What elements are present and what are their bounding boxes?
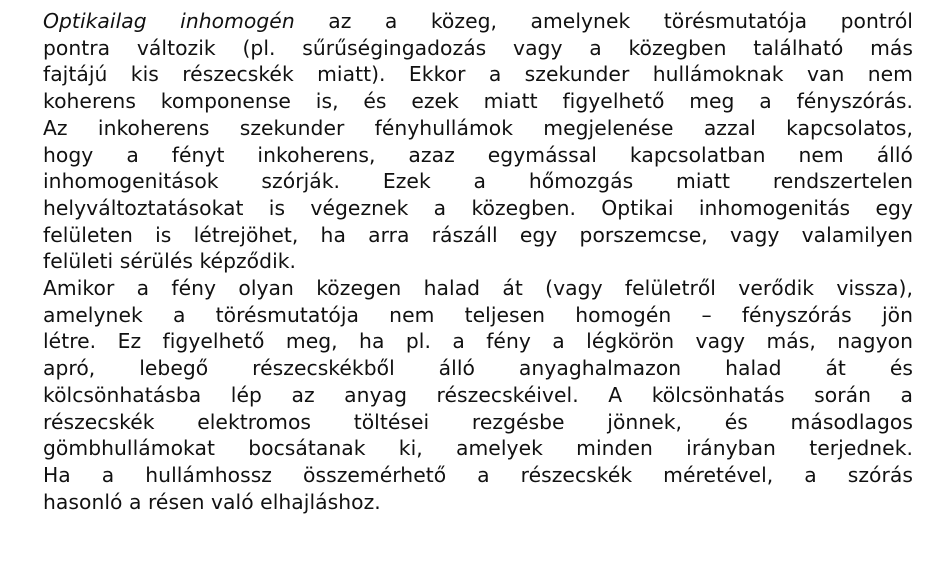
text-line: hogy a fényt inkoherens, azaz egymással kapcsolatban nem álló [43,142,913,167]
text-line: inhomogenitások szórják. Ezek a hőmozgás miatt rendszertelen [43,169,913,194]
text-line: Amikor a fény olyan közegen halad át (vagy felületről verődik vissza), [43,276,913,301]
text-line: felületen is létrejöhet, ha arra rászáll egy porszemcse, vagy valamilyen [43,222,913,247]
text-line: Az inkoherens szekunder fényhullámok megjelenése azzal kapcsolatos, [43,115,913,140]
text-line: Optikailag inhomogén az a közeg, amelynek törésmutatója pontról [43,9,913,33]
text-line: részecskék elektromos töltései rezgésbe jönnek, és másodlagos [43,409,913,434]
text-line: létre. Ez figyelhető meg, ha pl. a fény a légkörön vagy más, nagyon [43,329,913,354]
text-line: hasonló a résen való elhajláshoz. [43,489,381,514]
text-line: Ha a hullámhossz összemérhető a részecskék méretével, a szórás [43,462,913,487]
text-line: apró, lebegő részecskékből álló anyaghalmazon halad át és [43,356,913,381]
document-page [43,8,913,515]
text-line: gömbhullámokat bocsátanak ki, amelyek minden irányban terjednek. [43,436,913,461]
text-line: kölcsönhatásba lép az anyag részecskéivel. A kölcsönhatás során a [43,382,913,407]
text-line: fajtájú kis részecskék miatt). Ekkor a szekunder hullámoknak van nem [43,62,913,87]
paragraph-optical-inhomogeneity [43,8,913,275]
paragraph-light-scattering [43,275,913,515]
text-line: koherens komponense is, és ezek miatt figyelhető meg a fényszórás. [43,89,913,114]
text-line: helyváltoztatásokat is végeznek a közegben. Optikai inhomogenitás egy [43,195,913,220]
text-line: amelynek a törésmutatója nem teljesen homogén – fényszórás jön [43,302,913,327]
text-line: felületi sérülés képződik. [43,249,297,274]
emphasis-term: Optikailag inhomogén [43,9,295,33]
text-line: pontra változik (pl. sűrűségingadozás vagy a közegben található más [43,35,913,60]
